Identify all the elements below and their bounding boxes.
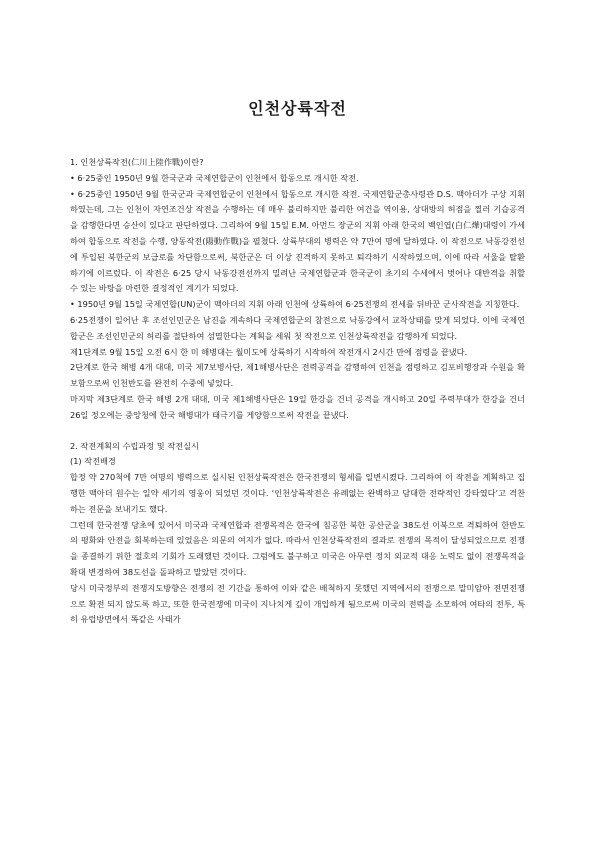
body-paragraph: 합정 약 270척에 7만 여명의 병력으로 실시된 인천상륙작전은 한국전쟁의 형세를 일변시켰다. 그리하여 이 작전을 계획하고 집행한 맥아더 원수는 일약 세기의 영웅이 되었던 것이다. ‘인천상륙작전은 유례없는 완벽하고 담대한 전략적인 강타였다’고 격찬하는 전문을 보내기도 했다. (70, 472, 525, 514)
body-paragraph: 마지막 제3단계로 한국 해병 2개 대대, 미국 제1해병사단은 19일 한강을 건너 공격을 개시하고 20일 주력부대가 한강을 건너 26일 정오에는 중앙청에 한국 해병대가 태극기를 게양함으로써 작전을 끝냈다. (70, 393, 525, 420)
document-body (70, 155, 525, 628)
section-heading: 1. 인천상륙작전(仁川上陸作戰)이란? (70, 157, 204, 167)
body-paragraph: 6·25전쟁이 일어난 후 조선인민군은 남진을 계속하다 국제연합군의 참전으로 낙동강에서 교착상태를 맞게 되었다. 이에 국제연합군은 조선인민군의 허리를 절단하여 섬멸한다는 계획을 세워 첫 작전으로 인천상륙작전을 감행하게 되었다. (70, 314, 525, 341)
bullet-paragraph: • 6·25중인 1950년 9월 한국군과 국제연합군이 인천에서 합동으로 개시한 작전. (70, 172, 359, 183)
body-paragraph: 제1단계로 9월 15일 오전 6시 한 미 해병대는 월미도에 상륙하기 시작하여 작전개시 2시간 만에 점령을 끝냈다. (70, 346, 468, 357)
subsection-heading: (1) 작전배경 (70, 456, 116, 467)
bullet-paragraph: • 1950년 9월 15일 국제연합(UN)군이 맥아더의 지휘 아래 인천에 상륙하여 6·25전쟁의 전세를 뒤바꾼 군사작전을 지칭한다. (70, 299, 520, 310)
section-heading: 2. 작전계획의 수립과정 및 작전실시 (70, 440, 199, 451)
body-paragraph: 2단계로 한국 해병 4개 대대, 미국 제7보병사단, 제1해병사단은 전력공격을 감행하여 인천을 점령하고 김포비행장과 수원을 확보함으로써 인천반도를 완전히 수중에 넣었다. (70, 362, 525, 389)
document-title: 인천상륙작전 (248, 99, 347, 118)
bullet-paragraph: • 6·25중인 1950년 9월 한국군과 국제연합군이 인천에서 합동으로 개시한 작전. 국제연합군총사령관 D.S. 맥아더가 구상 지휘하였는데, 그는 인천이 자연조건상 작전을 수행하는 데 매우 불리하지만 불리한 여건을 역이용, 상대방의 허점을 찔러 기습공격을 감행한다면 승산이 있다고 판단하였다. 그리하여 9월 15일 E.M. 아먼드 장군의 지휘 아래 한국의 백인엽(白仁燁)대령이 가세하여 합동으로 작전을 수행, 양동작전(陽動作戰)을 펼쳤다. 상륙부대의 병력은 약 7만여 명에 달하였다. 이 작전으로 낙동강전선에 투입된 북한군의 보급로를 차단함으로써, 북한군은 더 이상 진격하지 못하고 퇴각하기 시작하였으며, 이에 따라 서울을 탈환하기에 이르렀다. 이 작전은 6·25 당시 낙동강전선까지 밀려난 국제연합군과 한국군이 초기의 수세에서 벗어나 대반격을 취할 수 있는 바탕을 마련한 결정적인 계기가 되었다. (70, 188, 525, 294)
body-paragraph: 당시 미국정부의 전쟁지도방향은 전쟁의 전 기간을 통하여 이와 같은 배척하지 못했던 지역에서의 전쟁으로 말미암아 전면전쟁으로 확전 되지 않도록 하고, 또한 한국전쟁에 미국이 지나치게 깊이 개입하게 됨으로써 미국의 전력을 소모하여 여타의 전투, 특히 유럽방면에서 똑같은 사태가 (70, 582, 525, 625)
paragraph-gap (70, 424, 525, 439)
body-paragraph: 그런데 한국전쟁 당초에 있어서 미국과 국제연합과 전쟁목적은 한국에 침공한 북한 공산군을 38도선 이북으로 격퇴하여 한반도의 평화와 안전을 회복하는데 있었음은 의문의 여지가 없다. 따라서 인천상륙작전의 결과로 전쟁의 목적이 달성되었으므로 전쟁을 종결하기 위한 절호의 기회가 도래했던 것이다. 그럼에도 불구하고 미국은 아무런 정치 외교적 대응 노력도 없이 전쟁목적을 확대 변경하여 38도선을 돌파하고 말았던 것이다. (70, 519, 525, 577)
